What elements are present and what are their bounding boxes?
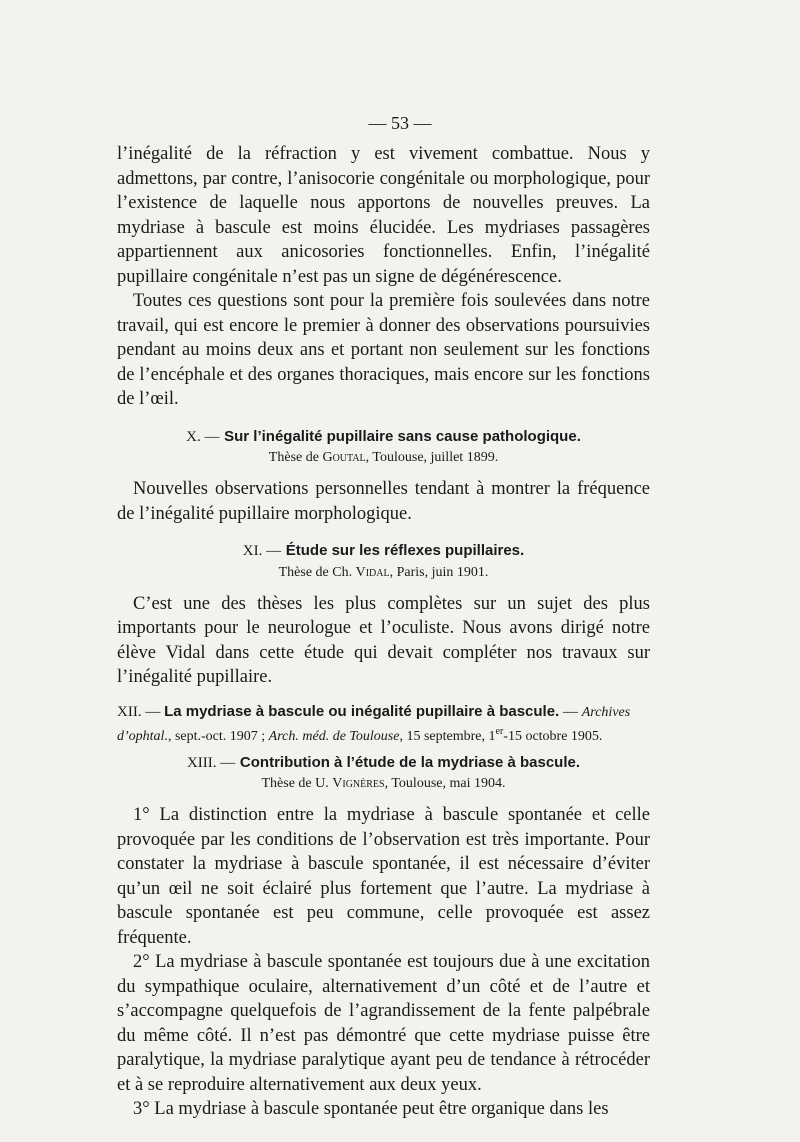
section-title: La mydriase à bascule ou inégalité pupillaire à bascule. bbox=[164, 702, 560, 720]
section-number: XI. — bbox=[242, 543, 282, 559]
page-number: — 53 — bbox=[368, 113, 432, 133]
paragraph: Nouvelles observations personnelles tendant à montrer la fréquence de l’inégalité pupillaire morphologique. bbox=[117, 479, 650, 524]
section-subtitle: Thèse de U. Vignères, Toulouse, mai 1904. bbox=[261, 776, 506, 791]
paragraph: 1° La distinction entre la mydriase à bascule spontanée et celle provoquée par les conditions de l’observation est très importante. Pour constater la mydriase à bascule spontanée, il est nécessaire d’éviter qu’un œil ne soit éclairé plus fortement que l’autre. La mydriase à bascule spontanée est peu commune, celle provoquée est assez fréquente. bbox=[117, 805, 650, 948]
section-title: Sur l’inégalité pupillaire sans cause pathologique. bbox=[224, 427, 581, 445]
section-number: XII. — bbox=[117, 703, 161, 720]
section-number: XIII. — bbox=[186, 754, 236, 771]
section-title: Contribution à l’étude de la mydriase à bascule. bbox=[239, 753, 581, 771]
section-title: Étude sur les réflexes pupillaires. bbox=[285, 542, 525, 559]
section-subtitle: Thèse de Ch. Vidal, Paris, juin 1901. bbox=[278, 564, 489, 580]
section-xii-heading: XII. — La mydriase à bascule ou inégalité pupillaire à bascule. — Archives d’ophtal., sept.-oct. 1907 ; Arch. méd. de Toulouse, 15 septembre, 1er-15 octobre 1905. bbox=[117, 702, 631, 744]
journal-name: Archives d’ophtal. bbox=[117, 704, 631, 744]
section-xi-heading bbox=[117, 538, 650, 582]
paragraph: C’est une des thèses les plus complètes sur un sujet des plus importants pour le neurologue et l’oculiste. Nous avons dirigé notre élève Vidal dans cette étude qui devait compléter nos travaux sur l’inégalité pupillaire. bbox=[117, 593, 650, 687]
paragraph: Toutes ces questions sont pour la première fois soulevées dans notre travail, qui est encore le premier à donner des observations poursuivies pendant au moins deux ans et portant non seulement sur les fonctions de l’encéphale et des organes thoraciques, mais encore sur les fonctions de l’œil. bbox=[117, 291, 650, 409]
paragraph: 3° La mydriase à bascule spontanée peut être organique dans les bbox=[133, 1099, 609, 1119]
section-xiii-heading bbox=[117, 750, 650, 794]
section-x-heading bbox=[117, 424, 650, 468]
section-subtitle: Thèse de Goutal, Toulouse, juillet 1899. bbox=[268, 450, 499, 465]
section-number: X. — bbox=[186, 428, 220, 445]
journal-name: Arch. méd. de Toulouse bbox=[268, 728, 400, 744]
paragraph: 2° La mydriase à bascule spontanée est toujours due à une excitation du sympathique oculaire, alternativement d’un côté et de l’autre et s’accompagne quelquefois de l’agrandissement de la fente palpébrale du même côté. Il n’est pas démontré que cette mydriase puisse être paralytique, la mydriase paralytique ayant peu de tendance à rétrocéder et à se reproduire alternativement aux deux yeux. bbox=[117, 952, 650, 1095]
paragraph: l’inégalité de la réfraction y est vivement combattue. Nous y admettons, par contre, l’anisocorie congénitale ou morphologique, pour l’existence de laquelle nous apportons de nouvelles preuves. La mydriase à bascule est moins élucidée. Les mydriases passagères appartiennent aux anicosories fonctionnelles. Enfin, l’inégalité pupillaire congénitale n’est pas un signe de dégénérescence. bbox=[117, 144, 650, 287]
page-body bbox=[117, 142, 650, 1122]
